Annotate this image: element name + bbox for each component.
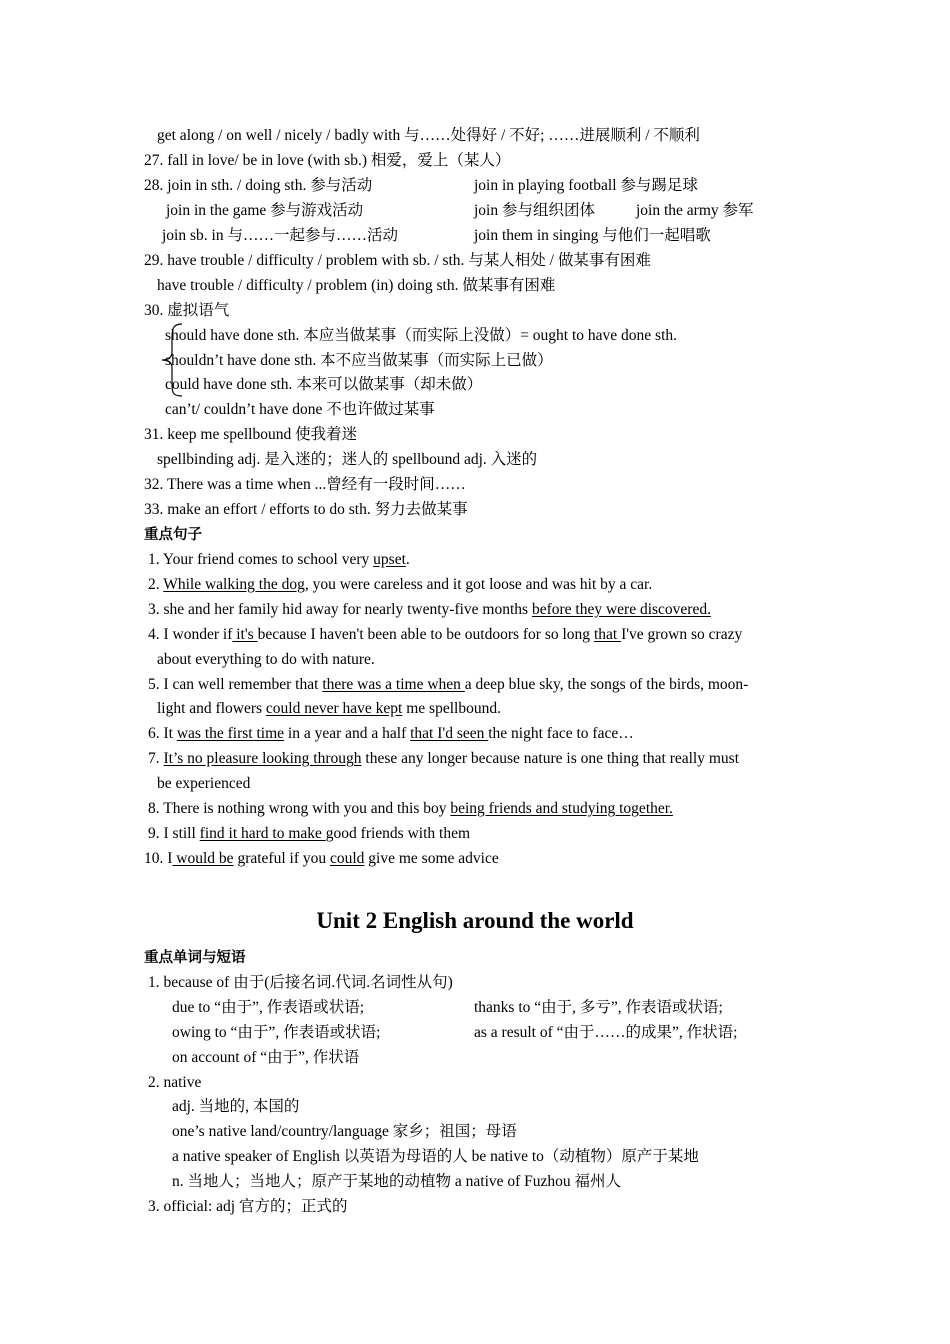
phrase-line: 29. have trouble / difficulty / problem with sb. / sth. 与某人相处 / 做某事有困难 xyxy=(144,252,651,269)
phrase-line: 3. official: adj 官方的；正式的 xyxy=(148,1198,348,1215)
sentence-line: about everything to do with nature. xyxy=(157,651,375,668)
sentence-line: 1. Your friend comes to school very upset. xyxy=(148,551,410,568)
phrase-line: join in the game 参与游戏活动 xyxy=(166,202,364,219)
sentence-line: 3. she and her family hid away for nearly twenty-five months before they were discovered. xyxy=(148,601,711,618)
phrase-line: get along / on well / nicely / badly with 与……处得好 / 不好; ……进展顺利 / 不顺利 xyxy=(157,127,700,144)
phrase-line: join the army 参军 xyxy=(636,202,754,219)
phrase-line: could have done sth. 本来可以做某事（却未做） xyxy=(165,376,483,393)
sentence-line: 6. It was the first time in a year and a half that I'd seen the night face to face… xyxy=(148,725,634,742)
sentence-line: 7. It’s no pleasure looking through these any longer because nature is one thing that really must xyxy=(148,750,740,767)
phrase-line: 30. 虚拟语气 xyxy=(144,302,230,319)
sentence-line: light and flowers could never have kept me spellbound. xyxy=(157,700,501,717)
phrase-line: 2. native xyxy=(148,1074,202,1091)
phrase-line: 27. fall in love/ be in love (with sb.) 相爱，爱上（某人） xyxy=(144,152,511,169)
phrase-line: 1. because of 由于(后接名词.代词.名词性从句) xyxy=(148,974,453,991)
phrase-line: spellbinding adj. 是入迷的；迷人的 spellbound adj. 入迷的 xyxy=(157,451,538,468)
phrase-line: 28. join in sth. / doing sth. 参与活动 xyxy=(144,177,373,194)
phrase-line: should have done sth. 本应当做某事（而实际上没做）= ought to have done sth. xyxy=(165,327,678,344)
section-heading-words: 重点单词与短语 xyxy=(144,950,246,966)
phrase-line: can’t/ couldn’t have done 不也许做过某事 xyxy=(165,401,435,418)
phrase-line: on account of “由于”, 作状语 xyxy=(172,1049,360,1066)
phrase-line: join sb. in 与……一起参与……活动 xyxy=(162,227,398,244)
phrase-line: due to “由于”, 作表语或状语; xyxy=(172,999,365,1016)
phrase-line: as a result of “由于……的成果”, 作状语; xyxy=(474,1024,738,1041)
phrase-line: shouldn’t have done sth. 本不应当做某事（而实际上已做） xyxy=(165,352,553,369)
phrase-line: have trouble / difficulty / problem (in) doing sth. 做某事有困难 xyxy=(157,277,556,294)
phrase-line: join them in singing 与他们一起唱歌 xyxy=(474,227,711,244)
phrase-line: 33. make an effort / efforts to do sth. 努力去做某事 xyxy=(144,501,468,518)
phrase-line: one’s native land/country/language 家乡；祖国；母语 xyxy=(172,1123,517,1140)
sentence-line: 4. I wonder if it's because I haven't been able to be outdoors for so long that I've grown so crazy xyxy=(148,626,743,643)
section-heading-sentences: 重点句子 xyxy=(144,527,202,543)
phrase-line: 32. There was a time when ...曾经有一段时间…… xyxy=(144,476,466,493)
phrase-line: join 参与组织团体 xyxy=(474,202,595,219)
phrase-line: adj. 当地的, 本国的 xyxy=(172,1098,300,1115)
phrase-line: a native speaker of English 以英语为母语的人 be native to（动植物）原产于某地 xyxy=(172,1148,699,1165)
sentence-line: 8. There is nothing wrong with you and this boy being friends and studying together. xyxy=(148,800,673,817)
sentence-line: 10. I would be grateful if you could give me some advice xyxy=(144,850,499,867)
sentence-line: 5. I can well remember that there was a time when a deep blue sky, the songs of the birds, moon- xyxy=(148,676,749,693)
sentence-line: 2. While walking the dog, you were careless and it got loose and was hit by a car. xyxy=(148,576,653,593)
phrase-line: owing to “由于”, 作表语或状语; xyxy=(172,1024,381,1041)
sentence-line: be experienced xyxy=(157,775,251,792)
phrase-line: n. 当地人；当地人；原产于某地的动植物 a native of Fuzhou 福州人 xyxy=(172,1173,622,1190)
phrase-line: thanks to “由于, 多亏”, 作表语或状语; xyxy=(474,999,723,1016)
phrase-line: join in playing football 参与踢足球 xyxy=(474,177,698,194)
phrase-line: 31. keep me spellbound 使我着迷 xyxy=(144,426,358,443)
sentence-line: 9. I still find it hard to make good friends with them xyxy=(148,825,471,842)
unit-title: Unit 2 English around the world xyxy=(316,908,634,933)
